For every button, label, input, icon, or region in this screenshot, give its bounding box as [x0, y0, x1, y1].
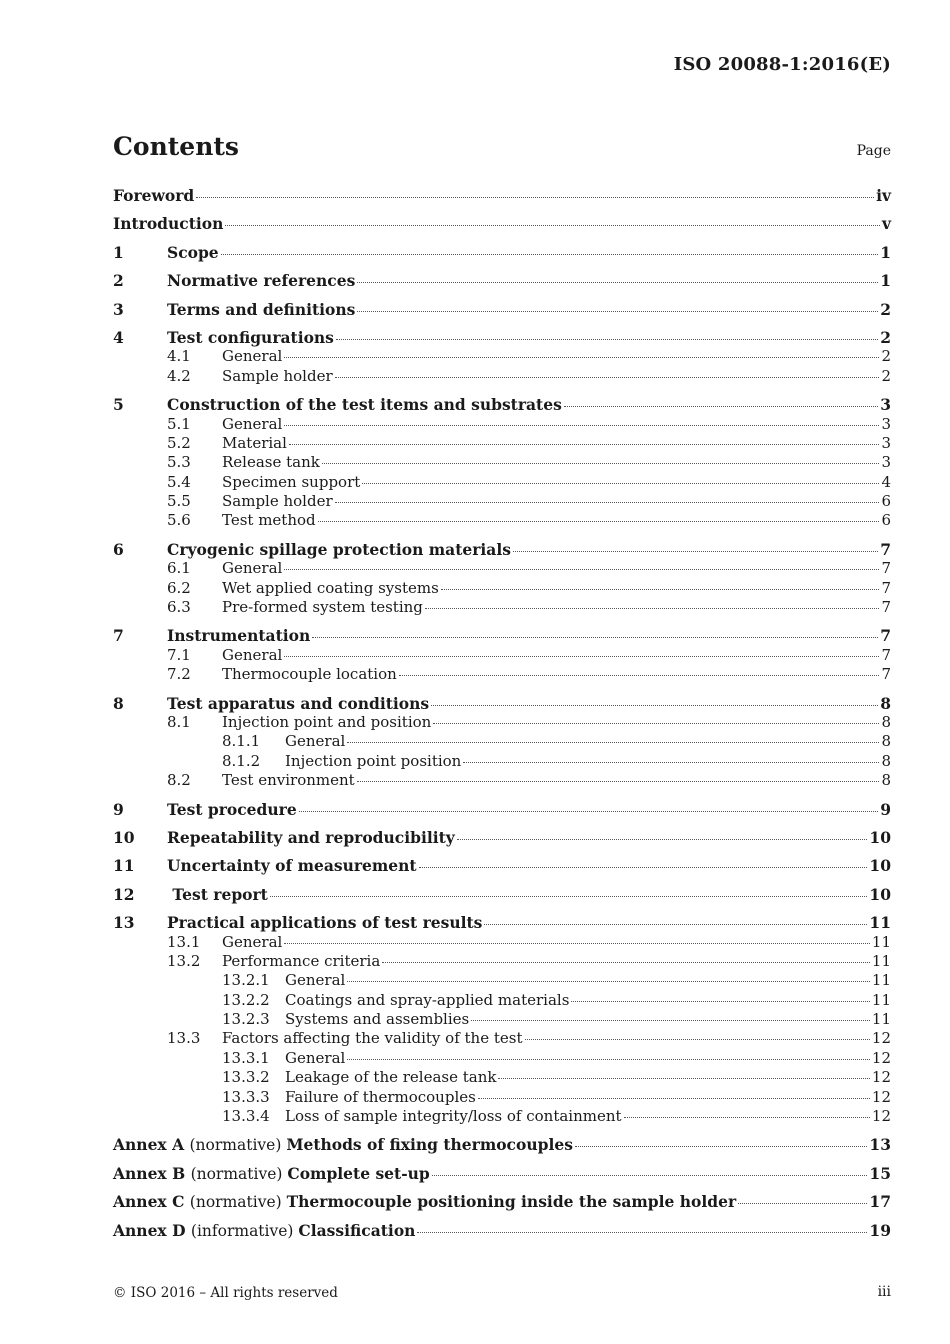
toc-entry-title: [113, 1192, 736, 1212]
toc-entry[interactable]: [113, 885, 891, 904]
toc-entry-title: Introduction: [113, 214, 224, 234]
toc-entry-title: General: [285, 732, 346, 751]
toc-entry[interactable]: [113, 214, 891, 233]
toc-entry[interactable]: [113, 952, 891, 971]
toc-entry-title: General: [285, 1048, 346, 1067]
toc-entry-title: Thermocouple location: [222, 665, 397, 684]
toc-entry-page: 10: [869, 884, 891, 904]
toc-entry-number: 5.2: [167, 433, 191, 452]
toc-entry-page: 10: [869, 827, 891, 847]
toc-entry-title: Test configurations: [167, 327, 334, 347]
dot-leader: [525, 1038, 870, 1040]
dot-leader: [738, 1202, 867, 1204]
toc-entry-title: Uncertainty of measurement: [167, 856, 417, 876]
toc-entry[interactable]: [113, 434, 891, 453]
toc-entry-title: Test apparatus and conditions: [167, 693, 430, 713]
toc-entry-title: General: [285, 971, 346, 990]
dot-leader: [362, 482, 879, 484]
toc-entry-title: General: [222, 559, 283, 578]
toc-entry-title: Construction of the test items and substrates: [167, 395, 562, 415]
toc-entry[interactable]: [113, 933, 891, 952]
toc-entry-page: 19: [869, 1220, 891, 1240]
toc-entry-title: Injection point and position: [222, 712, 432, 731]
toc-entry-page: 11: [871, 951, 891, 970]
toc-entry-page: 11: [869, 913, 891, 933]
toc-entry-page: 8: [881, 771, 891, 790]
dot-leader: [498, 1077, 869, 1079]
toc-entry-page: 3: [881, 433, 891, 452]
toc-entry-number: 5.5: [167, 492, 191, 511]
toc-entry-page: 7: [881, 598, 891, 617]
dot-leader: [425, 607, 880, 609]
dot-leader: [284, 655, 879, 657]
toc-entry-page: 7: [881, 578, 891, 597]
toc-entry-page: 11: [871, 932, 891, 951]
toc-entry-title: Test environment: [222, 771, 355, 790]
dot-leader: [335, 376, 880, 378]
toc-entry-number: 13.3.2: [222, 1068, 270, 1087]
toc-entry-title: Failure of thermocouples: [285, 1087, 476, 1106]
toc-entry-title: Cryogenic spillage protection materials: [167, 539, 511, 559]
toc-entry-number: 2: [113, 271, 124, 291]
toc-entry-number: 13.2.3: [222, 1010, 270, 1029]
dot-leader: [336, 338, 878, 340]
toc-entry-number: 8.2: [167, 771, 191, 790]
toc-entry[interactable]: [113, 1135, 891, 1154]
toc-entry-number: 4.1: [167, 347, 191, 366]
toc-entry-number: 11: [113, 856, 135, 876]
toc-entry[interactable]: [113, 626, 891, 645]
toc-entry[interactable]: [113, 559, 891, 578]
toc-entry-page: 6: [881, 492, 891, 511]
dot-leader: [433, 722, 879, 724]
toc-entry[interactable]: [113, 694, 891, 713]
toc-entry-number: 5: [113, 395, 124, 415]
toc-entry-title: Sample holder: [222, 492, 333, 511]
toc-entry-page: 8: [880, 693, 891, 713]
toc-entry[interactable]: [113, 828, 891, 847]
toc-entry-page: 1: [880, 271, 891, 291]
toc-entry[interactable]: [113, 771, 891, 790]
toc-entry-page: 9: [880, 799, 891, 819]
dot-leader: [484, 923, 867, 925]
toc-entry-title: Loss of sample integrity/loss of containment: [285, 1107, 622, 1126]
toc-entry[interactable]: [113, 1192, 891, 1211]
toc-entry-number: 8.1.2: [222, 751, 261, 770]
dot-leader: [284, 356, 879, 358]
dot-leader: [478, 1097, 870, 1099]
toc-entry[interactable]: [113, 1010, 891, 1029]
dot-leader: [318, 520, 880, 522]
toc-entry-page: 15: [869, 1163, 891, 1183]
annex-label: Annex C: [113, 1192, 190, 1212]
toc-entry-title: General: [222, 645, 283, 664]
toc-entry-page: 2: [880, 327, 891, 347]
dot-leader: [221, 253, 879, 255]
toc-entry-page: 7: [881, 559, 891, 578]
annex-label: Annex D: [113, 1220, 191, 1240]
dot-leader: [571, 1000, 870, 1002]
toc-entry[interactable]: [113, 991, 891, 1010]
toc-entry-page: v: [881, 214, 891, 234]
toc-entry[interactable]: [113, 492, 891, 511]
toc-entry-page: 10: [869, 856, 891, 876]
annex-title: Classification: [298, 1220, 416, 1240]
toc-entry-number: 6.2: [167, 578, 191, 597]
toc-entry[interactable]: [113, 453, 891, 472]
toc-entry[interactable]: [113, 971, 891, 990]
toc-entry-number: 13.3: [167, 1029, 201, 1048]
toc-entry-page: 13: [869, 1135, 891, 1155]
toc-entry-page: 3: [881, 453, 891, 472]
toc-entry[interactable]: [113, 1068, 891, 1087]
dot-leader: [357, 281, 878, 283]
toc-entry-title: Leakage of the release tank: [285, 1068, 497, 1087]
toc-entry-number: 9: [113, 799, 124, 819]
toc-entry[interactable]: [113, 752, 891, 771]
toc-entry-title: Wet applied coating systems: [222, 578, 439, 597]
toc-entry-page: 11: [871, 990, 891, 1009]
dot-leader: [289, 443, 880, 445]
toc-entry[interactable]: [113, 395, 891, 414]
toc-entry[interactable]: [113, 540, 891, 559]
dot-leader: [431, 704, 878, 706]
annex-type: (informative): [190, 1221, 299, 1240]
page-column-label: Page: [856, 143, 891, 159]
toc-entry-title: Pre-formed system testing: [222, 598, 423, 617]
toc-entry-page: 7: [881, 645, 891, 664]
toc-entry[interactable]: [113, 732, 891, 751]
page-title: Contents: [113, 132, 240, 161]
toc-entry-number: 6.3: [167, 598, 191, 617]
toc-entry-title: [113, 1221, 415, 1241]
toc-entry[interactable]: [113, 800, 891, 819]
toc-entry-title: General: [222, 414, 283, 433]
toc-entry-page: 12: [871, 1107, 891, 1126]
toc-entry[interactable]: [113, 913, 891, 932]
toc-entry-title: Factors affecting the validity of the test: [222, 1029, 523, 1048]
toc-entry-page: 4: [881, 472, 891, 491]
toc-entry-title: Scope: [167, 242, 219, 262]
toc-entry-title: Test method: [222, 511, 316, 530]
toc-entry[interactable]: [113, 271, 891, 290]
document-code: ISO 20088-1:2016(E): [673, 54, 891, 75]
dot-leader: [322, 462, 880, 464]
toc-entry-number: 10: [113, 827, 135, 847]
toc-entry-number: 13.2.1: [222, 971, 270, 990]
table-of-contents: [113, 186, 891, 1240]
toc-entry-number: 4: [113, 327, 124, 347]
dot-leader: [284, 942, 870, 944]
toc-entry[interactable]: [113, 1088, 891, 1107]
annex-label: Annex A: [113, 1135, 190, 1155]
toc-entry-number: 5.3: [167, 453, 191, 472]
dot-leader: [382, 961, 870, 963]
toc-entry-title: Foreword: [113, 186, 195, 205]
dot-leader: [513, 550, 878, 552]
toc-entry-page: 12: [871, 1087, 891, 1106]
toc-entry-page: 2: [881, 366, 891, 385]
dot-leader: [312, 636, 878, 638]
dot-leader: [196, 196, 874, 198]
dot-leader: [457, 838, 868, 840]
toc-entry-number: 3: [113, 299, 124, 319]
toc-entry-number: 7.1: [167, 645, 191, 664]
toc-entry-number: 13.3.1: [222, 1048, 270, 1067]
dot-leader: [471, 1019, 870, 1021]
toc-entry-title: Specimen support: [222, 472, 361, 491]
annex-title: Thermocouple positioning inside the sample holder: [286, 1192, 737, 1212]
toc-entry-title: Performance criteria: [222, 951, 381, 970]
toc-entry-number: 5.4: [167, 472, 191, 491]
copyright-notice: © ISO 2016 – All rights reserved: [113, 1285, 338, 1301]
dot-leader: [347, 741, 879, 743]
toc-entry-page: 12: [871, 1068, 891, 1087]
toc-entry[interactable]: [113, 665, 891, 684]
toc-entry[interactable]: [113, 1164, 891, 1183]
dot-leader: [399, 674, 880, 676]
toc-entry[interactable]: [113, 1049, 891, 1068]
annex-type: (normative): [189, 1136, 287, 1155]
dot-leader: [575, 1145, 868, 1147]
toc-entry-title: General: [222, 347, 283, 366]
toc-entry-title: Instrumentation: [167, 626, 311, 646]
dot-leader: [347, 1058, 870, 1060]
dot-leader: [432, 1174, 868, 1176]
toc-entry[interactable]: [113, 1029, 891, 1048]
toc-entry-page: 6: [881, 511, 891, 530]
annex-title: Methods of fixing thermocouples: [286, 1135, 573, 1155]
toc-entry-number: 1: [113, 242, 124, 262]
toc-entry-title: Repeatability and reproducibility: [167, 827, 455, 847]
toc-entry-page: 2: [881, 347, 891, 366]
toc-entry[interactable]: [113, 367, 891, 386]
toc-entry-title: General: [222, 932, 283, 951]
toc-entry[interactable]: [113, 328, 891, 347]
toc-entry-title: [113, 1164, 430, 1184]
dot-leader: [284, 424, 879, 426]
toc-entry-page: 1: [880, 242, 891, 262]
toc-entry-number: 8.1: [167, 712, 191, 731]
dot-leader: [564, 405, 878, 407]
toc-entry-number: 5.1: [167, 414, 191, 433]
toc-entry-page: 8: [881, 751, 891, 770]
dot-leader: [357, 310, 878, 312]
toc-entry-title: Normative references: [167, 271, 356, 291]
toc-entry[interactable]: [113, 473, 891, 492]
toc-entry-number: 7.2: [167, 665, 191, 684]
dot-leader: [441, 588, 880, 590]
toc-entry[interactable]: [113, 579, 891, 598]
toc-entry-number: 13.3.4: [222, 1107, 270, 1126]
toc-entry-title: Release tank: [222, 453, 320, 472]
toc-entry-title: Material: [222, 433, 287, 452]
toc-entry[interactable]: [113, 1221, 891, 1240]
toc-entry[interactable]: [113, 856, 891, 875]
page-number: iii: [877, 1284, 891, 1300]
toc-entry-number: 5.6: [167, 511, 191, 530]
toc-entry-number: 6.1: [167, 559, 191, 578]
dot-leader: [463, 761, 879, 763]
dot-leader: [270, 895, 868, 897]
toc-entry-number: 7: [113, 626, 124, 646]
toc-entry[interactable]: [113, 511, 891, 530]
dot-leader: [225, 224, 880, 226]
toc-entry-number: 8.1.1: [222, 732, 261, 751]
toc-entry-page: 7: [881, 665, 891, 684]
toc-entry[interactable]: [113, 243, 891, 262]
toc-entry-page: 12: [871, 1048, 891, 1067]
toc-entry-page: 3: [881, 414, 891, 433]
annex-type: (normative): [190, 1164, 288, 1183]
toc-entry-number: 13.3.3: [222, 1087, 270, 1106]
toc-entry-page: iv: [876, 186, 891, 205]
toc-entry[interactable]: [113, 415, 891, 434]
annex-type: (normative): [189, 1193, 287, 1212]
toc-entry-title: [113, 1135, 573, 1155]
toc-entry-page: 7: [880, 539, 891, 559]
toc-entry-title: Terms and definitions: [167, 299, 356, 319]
dot-leader: [419, 866, 868, 868]
toc-entry-number: 8: [113, 693, 124, 713]
toc-entry[interactable]: [113, 300, 891, 319]
toc-entry-number: 13.2: [167, 951, 201, 970]
toc-entry-number: 13.2.2: [222, 990, 270, 1009]
toc-entry-page: 12: [871, 1029, 891, 1048]
dot-leader: [335, 501, 880, 503]
dot-leader: [284, 568, 879, 570]
annex-title: Complete set-up: [287, 1163, 430, 1183]
dot-leader: [347, 980, 870, 982]
toc-entry-title: Injection point position: [285, 751, 462, 770]
dot-leader: [357, 780, 880, 782]
toc-entry[interactable]: [113, 713, 891, 732]
toc-entry-page: 7: [880, 626, 891, 646]
toc-entry-number: 12: [113, 884, 135, 904]
toc-entry-title: Practical applications of test results: [167, 913, 483, 933]
toc-entry[interactable]: [113, 186, 891, 205]
toc-entry-number: 4.2: [167, 366, 191, 385]
toc-entry[interactable]: [113, 347, 891, 366]
toc-entry-title: Sample holder: [222, 366, 333, 385]
annex-label: Annex B: [113, 1163, 191, 1183]
toc-entry[interactable]: [113, 598, 891, 617]
dot-leader: [624, 1116, 870, 1118]
toc-entry-page: 11: [871, 1010, 891, 1029]
toc-entry-title: Coatings and spray-applied materials: [285, 990, 570, 1009]
toc-entry-title: Test report: [167, 884, 268, 904]
dot-leader: [417, 1231, 867, 1233]
toc-entry-title: Test procedure: [167, 799, 297, 819]
toc-entry-page: 8: [881, 732, 891, 751]
toc-entry-title: Systems and assemblies: [285, 1010, 470, 1029]
toc-entry-page: 11: [871, 971, 891, 990]
toc-entry-number: 13: [113, 913, 135, 933]
toc-entry-page: 17: [869, 1192, 891, 1212]
dot-leader: [299, 810, 879, 812]
toc-entry-number: 6: [113, 539, 124, 559]
toc-entry-number: 13.1: [167, 932, 201, 951]
toc-entry-page: 3: [880, 395, 891, 415]
toc-entry[interactable]: [113, 1107, 891, 1126]
toc-entry-page: 2: [880, 299, 891, 319]
toc-entry[interactable]: [113, 646, 891, 665]
toc-entry-page: 8: [881, 712, 891, 731]
